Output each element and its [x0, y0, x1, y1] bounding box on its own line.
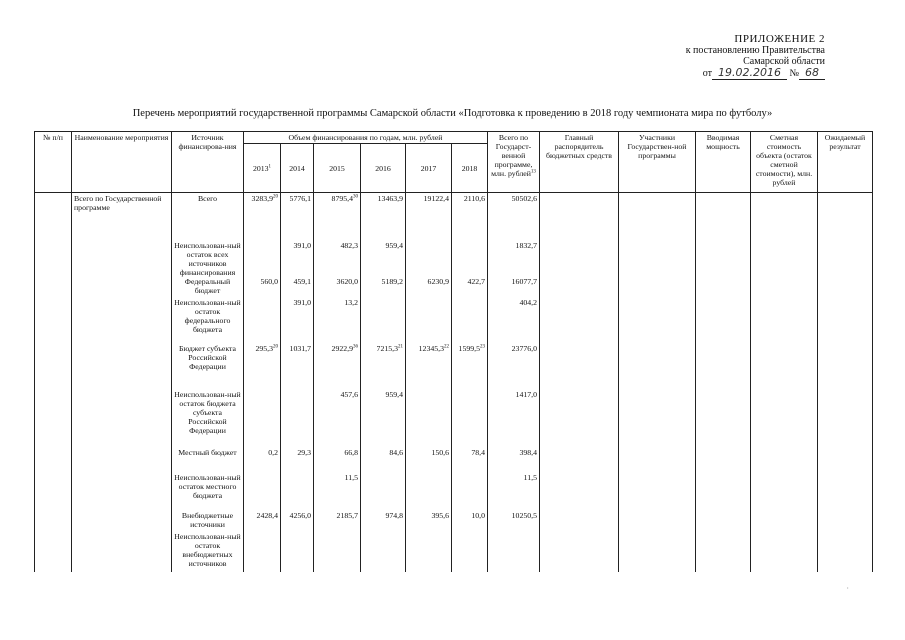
cell-2014-text: 391,0 [293, 240, 311, 250]
cell-2013 [244, 511, 281, 532]
cell-2016-sup: 21 [398, 343, 403, 349]
cell-estimate [751, 390, 818, 448]
col-header-2017: 2017 [406, 144, 452, 193]
cell-capacity [696, 298, 751, 344]
cell-total [488, 473, 540, 511]
table-body [35, 193, 873, 572]
cell-result [818, 344, 873, 390]
cell-2015 [314, 448, 361, 473]
cell-2014 [281, 277, 314, 298]
cell-num [35, 448, 72, 473]
cell-participants [619, 241, 696, 277]
cell-2017 [406, 473, 452, 511]
cell-2013-sup: 20 [273, 194, 278, 200]
cell-source [172, 473, 244, 511]
cell-2014 [281, 193, 314, 241]
cell-participants [619, 390, 696, 448]
cell-2018 [452, 277, 488, 298]
cell-2016 [361, 532, 406, 572]
cell-source-text: Внебюджетные источники [181, 510, 234, 529]
cell-2018-text: 422,7 [467, 276, 485, 286]
cell-2015-text: 2922,9 [331, 343, 353, 353]
cell-2013 [244, 473, 281, 511]
cell-capacity [696, 193, 751, 241]
cell-2017-text: 150,6 [431, 447, 449, 457]
header-line-2: Самарской области [743, 56, 825, 67]
cell-2018-text: 1599,5 [458, 343, 480, 353]
cell-source-text: Неиспользован-ный остаток федерального бюджета [174, 297, 241, 334]
number-prefix: № [789, 68, 799, 79]
col-header-participants: Участники Государствен-ной программы [619, 132, 696, 193]
cell-2016-text: 959,4 [385, 389, 403, 399]
cell-manager [540, 390, 619, 448]
col-header-estimate: Сметная стоимость объекта (остаток сметной стоимости), млн. рублей [751, 132, 818, 193]
cell-2015 [314, 532, 361, 572]
cell-2015 [314, 344, 361, 390]
cell-2017 [406, 277, 452, 298]
cell-2015-text: 8795,4 [331, 194, 353, 203]
cell-2015-text: 3620,0 [336, 276, 358, 286]
cell-total [488, 277, 540, 298]
cell-2017-text: 395,6 [431, 510, 449, 520]
cell-result [818, 277, 873, 298]
cell-2016 [361, 390, 406, 448]
cell-2016-text: 974,8 [385, 510, 403, 520]
cell-2014-text: 1031,7 [289, 343, 311, 353]
cell-capacity [696, 448, 751, 473]
cell-2017 [406, 241, 452, 277]
cell-total-text: 16077,7 [511, 276, 537, 286]
cell-2016 [361, 193, 406, 241]
cell-2013 [244, 344, 281, 390]
cell-total-text: 1832,7 [515, 240, 537, 250]
cell-2013 [244, 390, 281, 448]
cell-2017-text: 19122,4 [423, 194, 449, 203]
cell-result [818, 448, 873, 473]
cell-result [818, 298, 873, 344]
cell-source-text: Неиспользован-ный остаток бюджета субъекта Российской Федерации [174, 389, 241, 435]
col-header-name: Наименование мероприятия [72, 132, 172, 193]
cell-total-text: 404,2 [519, 297, 537, 307]
cell-estimate [751, 298, 818, 344]
cell-2013-text: 0,2 [268, 447, 278, 457]
cell-2014 [281, 344, 314, 390]
cell-2017-text: 12345,3 [418, 343, 444, 353]
col-header-2013-sup: 1 [268, 163, 272, 169]
col-header-manager: Главный распорядитель бюджетных средств [540, 132, 619, 193]
cell-2016-text: 84,6 [389, 447, 403, 457]
cell-2013 [244, 532, 281, 572]
cell-2015-text: 2185,7 [336, 510, 358, 520]
cell-2013 [244, 241, 281, 277]
cell-2018 [452, 344, 488, 390]
cell-capacity [696, 344, 751, 390]
cell-total [488, 448, 540, 473]
cell-2013-text: 295,3 [255, 343, 273, 353]
cell-manager [540, 193, 619, 241]
cell-2013-text: 560,0 [260, 276, 278, 286]
cell-2018 [452, 448, 488, 473]
col-header-2015: 2015 [314, 144, 361, 193]
cell-2014 [281, 298, 314, 344]
cell-result [818, 532, 873, 572]
cell-num [35, 473, 72, 511]
cell-participants [619, 277, 696, 298]
cell-capacity [696, 473, 751, 511]
cell-total [488, 193, 540, 241]
cell-2015-text: 13,2 [344, 297, 358, 307]
cell-participants [619, 473, 696, 511]
col-header-total-sup: 13 [530, 169, 536, 175]
cell-source [172, 298, 244, 344]
cell-source [172, 511, 244, 532]
col-header-total [488, 132, 540, 193]
cell-participants [619, 511, 696, 532]
cell-2015-sup: 36 [353, 343, 358, 349]
header-block [686, 34, 825, 79]
cell-source [172, 390, 244, 448]
cell-2015 [314, 298, 361, 344]
cell-estimate [751, 193, 818, 241]
cell-2014 [281, 241, 314, 277]
cell-source [172, 532, 244, 572]
cell-2016 [361, 448, 406, 473]
col-header-2016: 2016 [361, 144, 406, 193]
cell-source-text: Всего [197, 194, 218, 203]
cell-estimate [751, 448, 818, 473]
cell-2015-text: 457,6 [340, 389, 358, 399]
cell-name [72, 193, 172, 572]
cell-2016-text: 7215,3 [376, 343, 398, 353]
cell-source-text: Неиспользован-ный остаток местного бюджета [174, 472, 241, 500]
cell-manager [540, 532, 619, 572]
col-header-result: Ожидаемый результат [818, 132, 873, 193]
cell-2014-text: 4256,0 [289, 510, 311, 520]
col-header-2018: 2018 [452, 144, 488, 193]
col-header-2014: 2014 [281, 144, 314, 193]
cell-total-text: 1417,0 [515, 389, 537, 399]
cell-2015 [314, 511, 361, 532]
col-header-funding: Объем финансирования по годам, млн. рублей [244, 132, 488, 144]
cell-source [172, 193, 244, 241]
from-prefix: от [702, 68, 712, 79]
cell-capacity [696, 241, 751, 277]
cell-2017 [406, 511, 452, 532]
cell-2014 [281, 511, 314, 532]
cell-total [488, 298, 540, 344]
cell-2016 [361, 473, 406, 511]
cell-2017 [406, 532, 452, 572]
col-header-total-text: Всего по Государст-венной программе, млн. рублей [491, 133, 533, 178]
cell-source [172, 277, 244, 298]
cell-participants [619, 344, 696, 390]
cell-2015 [314, 473, 361, 511]
cell-manager [540, 277, 619, 298]
cell-capacity [696, 511, 751, 532]
cell-manager [540, 511, 619, 532]
cell-2018 [452, 511, 488, 532]
cell-2016-text: 13463,9 [377, 194, 403, 203]
cell-total-text: 23776,0 [511, 343, 537, 353]
cell-2016 [361, 241, 406, 277]
cell-result [818, 390, 873, 448]
cell-2016-text: 959,4 [385, 240, 403, 250]
cell-num [35, 532, 72, 572]
cell-participants [619, 298, 696, 344]
cell-2018 [452, 390, 488, 448]
cell-manager [540, 448, 619, 473]
cell-total [488, 344, 540, 390]
cell-num [35, 298, 72, 344]
cell-participants [619, 448, 696, 473]
cell-result [818, 473, 873, 511]
cell-2013-text: 2428,4 [256, 510, 278, 520]
cell-num [35, 241, 72, 277]
cell-total [488, 532, 540, 572]
cell-estimate [751, 277, 818, 298]
cell-capacity [696, 532, 751, 572]
cell-2014 [281, 532, 314, 572]
cell-2013 [244, 448, 281, 473]
cell-source [172, 448, 244, 473]
cell-2018 [452, 473, 488, 511]
cell-2017 [406, 298, 452, 344]
col-header-num: № п/п [35, 132, 72, 193]
cell-source-text: Неиспользован-ный остаток всех источников финансирования [174, 240, 241, 277]
handwritten-date: 19.02.2016 [712, 66, 787, 80]
cell-total-text: 398,4 [519, 447, 537, 457]
cell-2013 [244, 277, 281, 298]
cell-result [818, 511, 873, 532]
cell-result [818, 193, 873, 241]
cell-2016 [361, 277, 406, 298]
cell-2015 [314, 277, 361, 298]
cell-2014 [281, 390, 314, 448]
cell-2014-text: 391,0 [293, 297, 311, 307]
cell-num [35, 277, 72, 298]
cell-num [35, 344, 72, 390]
cell-source [172, 344, 244, 390]
cell-total [488, 241, 540, 277]
cell-2018 [452, 298, 488, 344]
cell-2015-text: 66,8 [344, 447, 358, 457]
cell-total-text: 11,5 [523, 472, 537, 482]
cell-2014 [281, 473, 314, 511]
cell-2018-text: 10,0 [471, 510, 485, 520]
cell-participants [619, 193, 696, 241]
cell-estimate [751, 511, 818, 532]
cell-estimate [751, 473, 818, 511]
cell-estimate [751, 241, 818, 277]
col-header-capacity: Вводимая мощность [696, 132, 751, 193]
cell-total-text: 10250,5 [511, 510, 537, 520]
cell-2014-text: 459,1 [293, 276, 311, 286]
cell-2018 [452, 193, 488, 241]
col-header-2013-text: 2013 [252, 163, 269, 173]
date-number-line [686, 67, 825, 79]
cell-participants [619, 532, 696, 572]
cell-source [172, 241, 244, 277]
cell-manager [540, 298, 619, 344]
cell-2017 [406, 193, 452, 241]
cell-2018 [452, 241, 488, 277]
page-mark: · [846, 584, 849, 593]
cell-2017-text: 6230,9 [427, 276, 449, 286]
cell-manager [540, 241, 619, 277]
cell-2013-text: 3283,9 [251, 194, 273, 203]
cell-source-text: Местный бюджет [178, 447, 237, 457]
cell-name-text: Всего по Государственной программе [74, 194, 162, 212]
cell-2013 [244, 193, 281, 241]
cell-2016 [361, 298, 406, 344]
cell-capacity [696, 390, 751, 448]
cell-2018-sup: 23 [480, 343, 485, 349]
cell-source-text: Федеральный бюджет [184, 276, 231, 295]
cell-2016-text: 5189,2 [381, 276, 403, 286]
cell-2015 [314, 193, 361, 241]
cell-estimate [751, 344, 818, 390]
cell-2017-sup: 22 [444, 343, 449, 349]
cell-num [35, 193, 72, 241]
cell-2017 [406, 344, 452, 390]
cell-2015 [314, 241, 361, 277]
cell-source-text: Неиспользован-ный остаток внебюджетных источников [174, 531, 241, 568]
cell-2014-text: 29,3 [297, 447, 311, 457]
col-header-2013 [244, 144, 281, 193]
cell-manager [540, 473, 619, 511]
cell-total-text: 50502,6 [511, 194, 537, 203]
cell-2013 [244, 298, 281, 344]
cell-result [818, 241, 873, 277]
cell-2017 [406, 390, 452, 448]
cell-2015-text: 11,5 [344, 472, 358, 482]
cell-2017 [406, 448, 452, 473]
cell-capacity [696, 277, 751, 298]
cell-2014-text: 5776,1 [289, 194, 311, 203]
cell-2013-sup: 20 [273, 343, 278, 349]
cell-2016 [361, 511, 406, 532]
col-header-source: Источник финансирова-ния [172, 132, 244, 193]
header-line-1: к постановлению Правительства [685, 45, 825, 56]
cell-2015-text: 482,3 [340, 240, 358, 250]
cell-2018-text: 2110,6 [463, 194, 485, 203]
cell-manager [540, 344, 619, 390]
cell-estimate [751, 532, 818, 572]
cell-2016 [361, 344, 406, 390]
cell-2018-text: 78,4 [471, 447, 485, 457]
cell-num [35, 511, 72, 532]
cell-source-text: Бюджет субъекта Российской Федерации [178, 343, 237, 371]
cell-2018 [452, 532, 488, 572]
cell-2015 [314, 390, 361, 448]
cell-total [488, 511, 540, 532]
cell-num [35, 390, 72, 448]
cell-2014 [281, 448, 314, 473]
table-row [35, 193, 873, 241]
handwritten-number: 68 [799, 66, 825, 80]
cell-total [488, 390, 540, 448]
appendix-title: ПРИЛОЖЕНИЕ 2 [734, 33, 825, 45]
document-title: Перечень мероприятий государственной программы Самарской области «Подготовка к проведению в 2018 году чемпионата мира по футболу» [132, 108, 773, 119]
measures-table [34, 131, 873, 572]
cell-2015-sup: 30 [353, 194, 358, 200]
